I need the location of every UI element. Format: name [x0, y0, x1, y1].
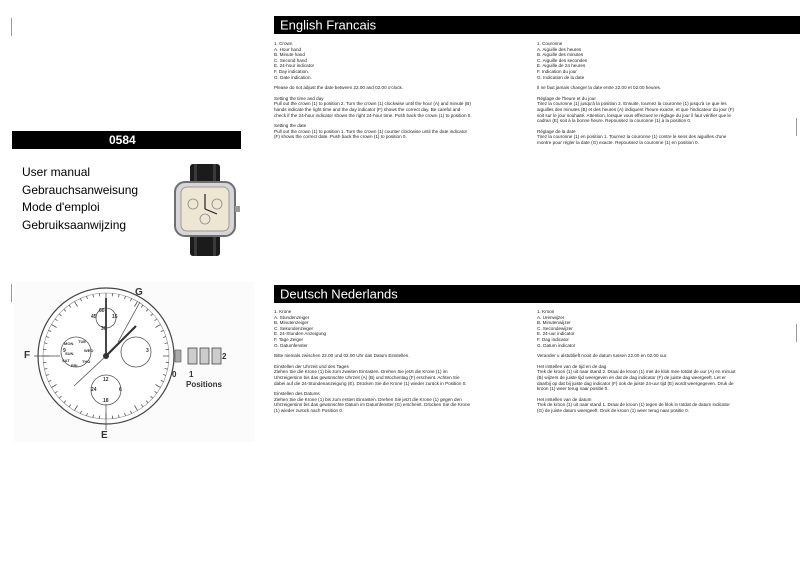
dial-number: MON	[64, 341, 74, 346]
section-heading: Einstellen des Datums	[274, 391, 320, 397]
section-title-bottom: Deutsch Nederlands	[280, 286, 398, 302]
dial-number: 15	[112, 314, 118, 320]
part-item: G. Date indication.	[274, 74, 312, 80]
dial-number: 18	[103, 398, 109, 404]
section-text: Pull out the crown (1) to position 1. Turn the crown (1) counter clockwise until the date indicator (F) shows the correct date. Push back the crown (1) to position 0.	[274, 128, 468, 140]
german-warning: Bitte niemals zwischen 22.00 und 02.00 Uhr das Datum Einstellen.	[274, 353, 410, 359]
part-item: B. Minutenwijzer	[537, 320, 571, 326]
fold-mark	[796, 118, 797, 136]
english-parts-list	[274, 41, 472, 80]
fold-mark	[11, 284, 12, 302]
model-number-bar	[12, 131, 241, 149]
french-date-section	[537, 129, 737, 146]
diagram-label-f: F	[24, 350, 31, 361]
french-parts-list	[537, 41, 737, 80]
crown-position-0: 0	[172, 370, 177, 379]
watch-product-photo	[165, 164, 245, 256]
part-item: 1. Kroon	[537, 309, 555, 314]
part-item: B. Minutenzeiger	[274, 320, 309, 326]
part-item: C. Sekundenzeiger	[274, 325, 314, 331]
part-item: G. Datumfenster	[274, 342, 308, 348]
dutch-time-section	[537, 364, 737, 392]
manual-title-fr: Mode d'emploi	[22, 200, 100, 214]
section-text: Trek de kroon (1) uit naar stand 2. Draai de kroon (1) met de klok mee totdat de uur (A) en minuut (B) wijzers de juiste tijd weergeven en dat de dag indicator (F) de juiste dag weergeeft. Let er daarbij op dat bij juiste dag indicator (F) ook de juiste 24-uur tijd (E) wordt weergegeven. Druk de kroon (1) weer terug naar positie 0.	[537, 369, 736, 392]
dial-number: TUE	[78, 339, 86, 344]
section-text: Pull out the crown (1) to position 2. Turn the crown (1) clockwise until the hour (A) and minute (B) hands indicate the right time and the day indicator (F) shows the correct day. Be careful and check if the 24-hour indicator shows the right 24-hour time. Push back the crown (1) to position 0.	[274, 101, 472, 118]
dial-number: SAT	[62, 358, 70, 363]
section-title-bar-top	[274, 16, 800, 34]
part-item: F. Dag indicator	[537, 336, 569, 342]
section-heading: Setting the date	[274, 123, 307, 129]
french-warning: Il ne faut jamais changer la date entre 22.00 et 02.00 heures.	[537, 85, 662, 91]
dutch-column	[537, 309, 737, 419]
section-heading: Setting the time and day	[274, 95, 324, 101]
crown-position-2: 2	[222, 352, 227, 361]
dial-number: FRI	[71, 363, 78, 368]
german-parts-list	[274, 309, 472, 348]
part-item: G. Indication de la date	[537, 74, 585, 80]
manual-title-en: User manual	[22, 165, 91, 179]
part-item: C. Secondewijzer	[537, 325, 573, 331]
german-column	[274, 309, 472, 419]
fold-mark	[11, 18, 12, 36]
crown-position-1: 1	[189, 370, 194, 379]
part-item: F. Day indication.	[274, 68, 309, 74]
section-title-top: English Francais	[280, 17, 377, 33]
german-date-section	[274, 391, 472, 413]
german-time-section	[274, 364, 472, 386]
part-item: E. 24-uur indicator	[537, 331, 575, 337]
watch-diagram	[14, 282, 254, 442]
diagram-label-g: G	[135, 287, 143, 298]
part-item: A. Stundenzeiger	[274, 314, 310, 320]
section-heading: Het instellen van de tijd en de dag	[537, 363, 607, 369]
english-time-section	[274, 96, 472, 118]
dial-number: THU	[82, 359, 91, 364]
part-item: C. Aiguille des secondes	[537, 57, 588, 63]
section-title-bar-bottom	[274, 285, 800, 303]
dial-number: 30	[101, 326, 107, 332]
diagram-label-e: E	[101, 430, 108, 441]
fold-mark	[796, 324, 797, 342]
part-item: A. Aiguille des heures	[537, 46, 582, 52]
dutch-parts-list	[537, 309, 737, 348]
english-column	[274, 41, 472, 145]
section-text: Trek de kroon (1) uit naar stand 1. Draai de kroon (1) tegen de klok in totdat de datum indicator (G) de juiste datum weergeeft. Druk de kroon (1) weer terug naar positie 0.	[537, 402, 730, 413]
part-item: B. Aiguille des minutes	[537, 52, 584, 58]
section-heading: Réglage de l'heure et du jour	[537, 95, 596, 101]
dial-number: SUN	[65, 351, 74, 356]
section-text: Tirez la couronne (1) jusqu'à la position 2. Ensuite, tournez la couronne (1) jusqu'à ce que les aiguilles des minutes (B) et des heures (A) indiquent l'heure exacte, et que l'indicateur du jour (F) soit sur le jour souhaité. Attention, lorsque vous effectuez le réglage du jour il faut vérifier que le cadran (E) soit à la bonne heure. Repoussez la couronne (1) à la position 0.	[537, 101, 735, 124]
dial-number: 24	[91, 387, 97, 393]
part-item: 1. Krone	[274, 309, 292, 314]
part-item: C. Second hand	[274, 57, 307, 63]
part-item: E. Aiguille de 24 heures	[537, 63, 586, 69]
dutch-warning: Verander u alstublieft nooit de datum tussen 22.00 en 02.00 uur.	[537, 353, 668, 359]
part-item: F. Tage Zeiger	[274, 336, 304, 342]
dial-number: 45	[91, 314, 97, 320]
dial-number: 60	[99, 308, 105, 314]
section-text: Tirez la couronne (1) en position 1. Tournez la couronne (1) contre le sens des aiguilles d'une montre pour régler la date (G) exacte. Repoussez la couronne (1) en position 0.	[537, 134, 727, 145]
part-item: B. Minute hand	[274, 52, 305, 58]
dutch-date-section	[537, 397, 737, 414]
section-heading: Het instellen van de datum	[537, 396, 592, 402]
english-warning: Please do not adjust the date between 22.00 and 02.00 o'clock.	[274, 85, 404, 91]
part-item: A. Hour hand	[274, 46, 302, 52]
french-time-section	[537, 96, 737, 124]
dial-number: WED	[84, 348, 94, 353]
manual-title-nl: Gebruiksaanwijzing	[22, 217, 127, 232]
section-heading: Réglage de la date	[537, 128, 576, 134]
section-text: Ziehen Sie die Krone (1) bis zum zweiten Einrasten. Drehen Sie jetzt die Krone (1) im Uhrzeigersinn bis das gewünschte Uhrzeit (A) (B) und Wochentag (F) erscheint. Achten Sie dabei auf die 24-Stundenanzeigung (E). Drücken Sie die Krone (1) wieder zurück in Position 0.	[274, 369, 467, 386]
part-item: A. Urenwijzer	[537, 314, 565, 320]
section-text: Ziehen Sie die Krone (1) bis zum ersten Einrasten. Drehen Sie jetzt die Krone (1) gegen den Uhrzeigersinn bis das gewünschte Datum im Datumfenster (G) erscheint. Drücken Sie die Krone (1) wieder zurück nach Position 0.	[274, 396, 471, 413]
part-item: G. Datum indicator	[537, 342, 576, 348]
dial-number: 9	[63, 348, 66, 354]
dial-number: 3	[146, 348, 149, 354]
part-item: E. 24-Stunden Anzeigung	[274, 331, 327, 337]
part-item: E. 24-hour indicator	[274, 63, 315, 69]
part-item: 1. Couronne	[537, 41, 563, 46]
part-item: 1. Crown	[274, 41, 293, 46]
manual-title-de: Gebrauchsanweisung	[22, 182, 139, 197]
dial-number: 6	[119, 387, 122, 393]
manual-titles	[22, 164, 138, 234]
french-column	[537, 41, 737, 151]
model-number: 0584	[109, 133, 136, 147]
english-date-section	[274, 123, 472, 140]
part-item: F. Indication du jour	[537, 68, 577, 74]
dial-number: 12	[103, 377, 109, 383]
positions-label: Positions	[186, 380, 223, 389]
section-heading: Einstellen der Uhrzeit und des Tages	[274, 363, 349, 369]
